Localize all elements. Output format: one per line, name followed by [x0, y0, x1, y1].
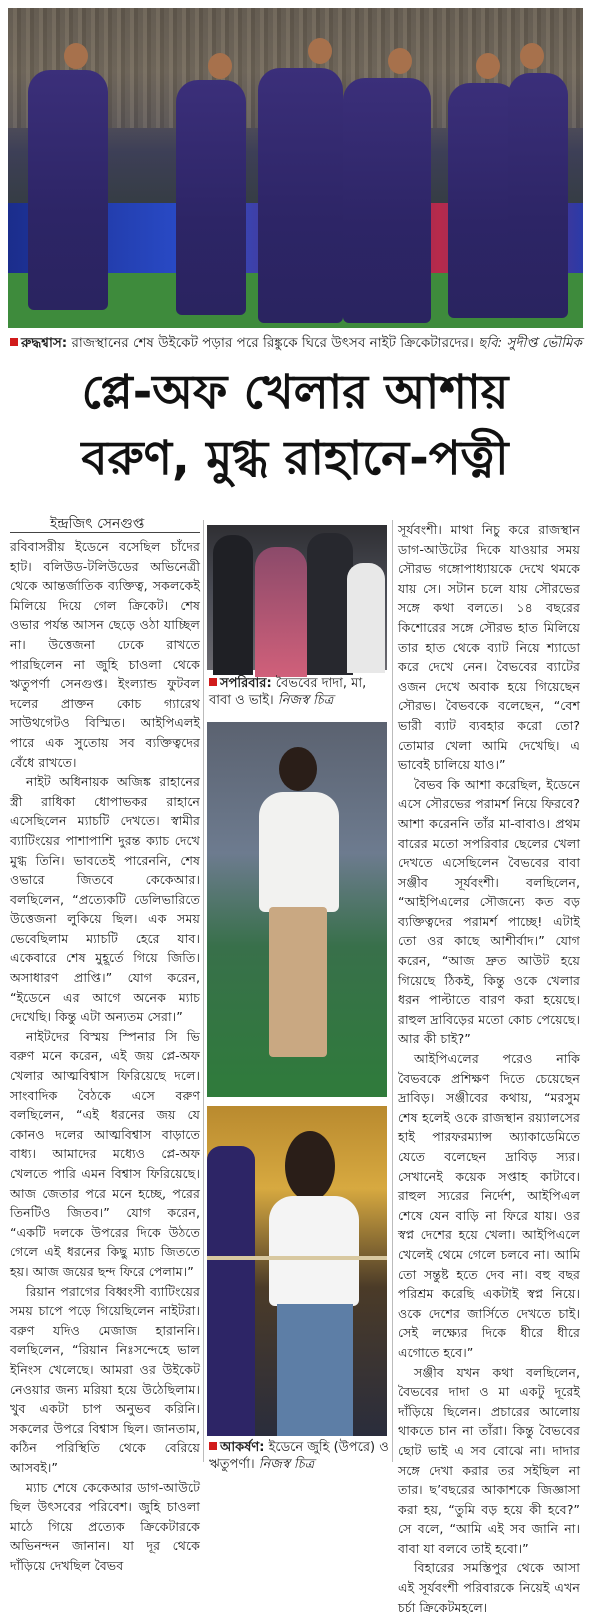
player-head — [64, 43, 88, 69]
player-figure — [28, 70, 108, 310]
player-head — [308, 38, 332, 64]
caption-text: ইডেনে জুহি (উপরে) ও ঋতুপর্ণা। — [209, 1440, 389, 1472]
player-figure — [258, 68, 343, 323]
jeans — [277, 1304, 353, 1436]
caption-text: বৈভবের দাদা, মা, বাবা ও ভাই। — [209, 676, 367, 708]
caption-text: রাজস্থানের শেষ উইকেট পড়ার পরে রিঙ্কুকে ঘিরে উৎসব নাইট ক্রিকেটারদের। — [67, 335, 474, 351]
hero-caption — [10, 334, 582, 352]
rituparna-caption — [209, 1439, 393, 1473]
headline — [0, 360, 590, 492]
caption-credit: ছবি: সুদীপ্ত ভৌমিক — [473, 335, 582, 351]
byline-divider — [10, 532, 200, 533]
caption-marker — [10, 338, 18, 346]
article-paragraph: নাইট অধিনায়ক অজিঙ্ক রাহানের স্ত্রী রাধিকা ধোপাভকর রাহানে এসেছিলেন ম্যাচটি দেখতে। স্বামীর ব্যাটিংয়ের পাশাপাশি দুরন্ত ক্যাচ দেখে মুগ্ধ তিনি। ভাবতেই পারেননি, শেষ ওভারে জিতবে কেকেআর। বলছিলেন, “প্রত্যেকটি ডেলিভারিতে উত্তেজনা লুকিয়ে ছিল। এক সময় ভেবেছিলাম ম্যাচটি হেরে যাব। একেবারে শেষ মুহূর্তে গিয়ে জিতি। অসাধারণ প্রাপ্তি।” যোগ করেন, “ইডেনে এর আগে অনেক ম্যাচ দেখেছি। কিন্তু এটা অন্যতম সেরা।” — [10, 774, 200, 1025]
person-hair — [279, 747, 317, 791]
article-paragraph: সঞ্জীব যখন কথা বলছিলেন, বৈভবের দাদা ও মা একটু দূরেই দাঁড়িয়ে ছিলেন। প্রচারের আলোয় থাকতে চান না তাঁরা। কিন্তু বৈভবের ছোট ভাই এ সব বোঝে না। দাদার সঙ্গে দেখা করার তর সইছিল না তার। ছ’বছরের আকাশকে জিজ্ঞাসা করা হয়, “তুমি বড় হয়ে কী হবে?” সে বলে, “আমি এই সব জানি না। বাবা যা বলবে তাই হবো।” — [398, 1364, 580, 1556]
white-top — [269, 1196, 359, 1306]
article-column-3 — [398, 520, 580, 1615]
article-paragraph: রিয়ান পরাগের বিধ্বংসী ব্যাটিংয়ের সময় চাপে পড়ে গিয়েছিলেন নাইটরা। বরুণ যদিও মেজাজ হারাননি। বলছিলেন, “রিয়ান নিঃসন্দেহে ভাল ইনিংস খেলেছে। আমরা ওর উইকেট নেওয়ার জন্য মরিয়া হয়ে উঠেছিলাম। খুব একটা চাপ অনুভব করিনি। সকলের উপরে বিশ্বাস ছিল। জানতাম, কঠিন পরিস্থিতি থেকে বেরিয়ে আসবই।” — [10, 1283, 200, 1475]
caption-credit: নিজস্ব চিত্র — [254, 1457, 315, 1472]
family-photo — [207, 525, 387, 670]
headline-line-2: বরুণ, মুগ্ধ রাহানে-পত্নী — [81, 431, 509, 486]
article-paragraph: সূর্যবংশী। মাথা নিচু করে রাজস্থান ডাগ-আউটের দিকে যাওয়ার সময় সৌরভ গঙ্গোপাধ্যায়কে দেখে থমকে যায় সে। সটান চলে যায় সৌরভের সঙ্গে কথা বলতে। ১৪ বছরের কিশোরের সঙ্গে সৌরভ হাত মিলিয়ে তার হাত থেকে ব্যাট নিয়ে শ্যাডো করে দেখে নেন। বৈভবের ব্যাটের ওজন দেখে অবাক হয়ে গিয়েছেন সৌরভ। বৈভবকে বলেছেন, “বেশ ভারী ব্যাট ব্যবহার করো তো? তোমার খেলা আমি দেখেছি। এ ভাবেই চালিয়ে যাও।” — [398, 522, 580, 773]
rituparna-photo — [207, 1106, 387, 1436]
family-caption — [209, 675, 389, 709]
juhi-chawla-photo — [207, 722, 387, 1097]
person-figure — [213, 535, 253, 675]
article-paragraph: ম্যাচ শেষে কেকেআর ডাগ-আউটে ছিল উৎসবের পরিবেশ। জুহি চাওলা মাঠে গিয়ে প্রত্যেক ক্রিকেটারকে অভিনন্দন জানান। যা দূর থেকে দাঁড়িয়ে দেখছিল বৈভব — [10, 1479, 200, 1573]
player-head — [476, 53, 500, 79]
player-figure — [207, 1146, 255, 1436]
article-paragraph: আইপিএলের পরেও নাকি বৈভবকে প্রশিক্ষণ দিতে চেয়েছেন দ্রাবিড়। সঞ্জীবের কথায়, “মরসুম শেষ হলেই ওকে রাজস্থান রয়্যালসের হাই পারফরম্যান্স অ্যাকাডেমিতে যেতে বলেছেন দ্রাবিড় স্যর। সেখানেই কয়েক সপ্তাহ কাটাবে। রাহুল স্যরের নির্দেশ, আইপিএল শেষে যেন বাড়ি না ফিরে যায়। ওর স্বপ্ন দেশের হয়ে খেলা। আইপিএলে খেলেই থেমে গেলে চলবে না। আমি তো সন্তুষ্ট হতে দেব না। বহু বছর পরিশ্রম করেছি একটাই স্বপ্ন নিয়ে। ওকে দেশের জার্সিতে দেখতে চাই। সেই লক্ষ্যের দিকে ধীরে ধীরে এগোতে হবে।” — [398, 1051, 580, 1360]
article-paragraph: বৈভব কি আশা করেছিল, ইডেনে এসে সৌরভের পরামর্শ নিয়ে ফিরবে? আশা করেননি তাঁর মা-বাবাও। প্রথম বারের মতো সপরিবার ছেলের খেলা দেখতে এসেছিলেন বৈভবের বাবা সঞ্জীব সূর্যবংশী। বলছিলেন, “আইপিএলের সৌজন্যে কত বড় ব্যক্তিত্বদের পরামর্শ পাচ্ছে! এটাই তো ওর কাছে আশীর্বাদ।” যোগ করেন, “আজ দ্রুত আউট হয়ে গিয়েছে ঠিকই, কিন্তু ওকে খেলার ধরন পাল্টাতে বারণ করা হয়েছে। রাহুল দ্রাবিড়ের মতো কোচ পেয়েছে। আর কী চাই?” — [398, 776, 580, 1047]
player-head — [520, 43, 544, 69]
railing — [207, 1256, 387, 1260]
person-hair — [285, 1131, 335, 1201]
headline-line-1: প্লে-অফ খেলার আশায় — [81, 365, 509, 420]
column-divider — [203, 520, 204, 1462]
person-figure — [347, 563, 385, 673]
caption-label: আকর্ষণ: — [220, 1440, 265, 1455]
player-head — [388, 48, 412, 74]
article-paragraph: রবিবাসরীয় ইডেনে বসেছিল চাঁদের হাট। বলিউড-টলিউডের অভিনেত্রী থেকে আন্তর্জাতিক ব্যক্তিত্ব, সকলকেই মিলিয়ে দিয়ে গেল ক্রিকেট। শেষ ওভার পর্যন্ত আসন ছেড়ে ওঠা যাচ্ছিল না। উত্তেজনা ঢেকে রাখতে পারছিলেন না জুহি চাওলা থেকে ঋতুপর্ণা সেনগুপ্ত। ইংল্যান্ড ফুটবল দলের প্রাক্তন কোচ গ্যারেথ সাউথগেটও বিস্মিত। আইপিএলই পারে এক সুতোয় সব ব্যক্তিত্বদের বেঁধে রাখতে। — [10, 539, 200, 770]
caption-label: রুদ্ধশ্বাস: — [21, 335, 68, 351]
column-divider — [392, 520, 393, 1462]
player-figure — [508, 73, 568, 318]
player-figure — [176, 80, 246, 315]
player-head — [208, 53, 232, 79]
trousers — [269, 907, 327, 1057]
caption-label: সপরিবার: — [220, 676, 272, 691]
byline: ইন্দ্রজিৎ সেনগুপ্ত — [50, 516, 145, 532]
caption-marker — [209, 1442, 217, 1450]
caption-marker — [209, 678, 217, 686]
article-paragraph: বিহারের সমস্তিপুর থেকে আসা এই সূর্যবংশী পরিবারকে নিয়েই এখন চর্চা ক্রিকেটমহলে। — [398, 1560, 580, 1615]
player-figure — [343, 78, 431, 323]
person-figure — [255, 547, 307, 677]
caption-credit: নিজস্ব চিত্র — [273, 693, 334, 708]
hero-photo-kkr-celebration — [8, 8, 583, 328]
article-paragraph: নাইটদের বিস্ময় স্পিনার সি ভি বরুণ মনে করেন, এই জয় প্লে-অফ খেলার আত্মবিশ্বাস ফিরিয়েছে দলে। সাংবাদিক বৈঠকে এসে বরুণ বলছিলেন, “এই ধরনের জয় যে কোনও দলের আত্মবিশ্বাস বাড়াতে বাধ্য। আমাদের মধ্যেও প্লে-অফ খেলতে পারি এমন বিশ্বাস ফিরিয়েছে। আজ জেতার পরে মনে হচ্ছে, পরের তিনটিও জিতব।” যোগ করেন, “একটি দলকে উপরের দিকে উঠতে গেলে এই ধরনের কিছু ম্যাচ জিততে হয়। আজ জয়ের ছন্দ ফিরে পেলাম।” — [10, 1028, 200, 1279]
white-shirt — [259, 792, 339, 912]
article-column-1 — [10, 537, 200, 1573]
